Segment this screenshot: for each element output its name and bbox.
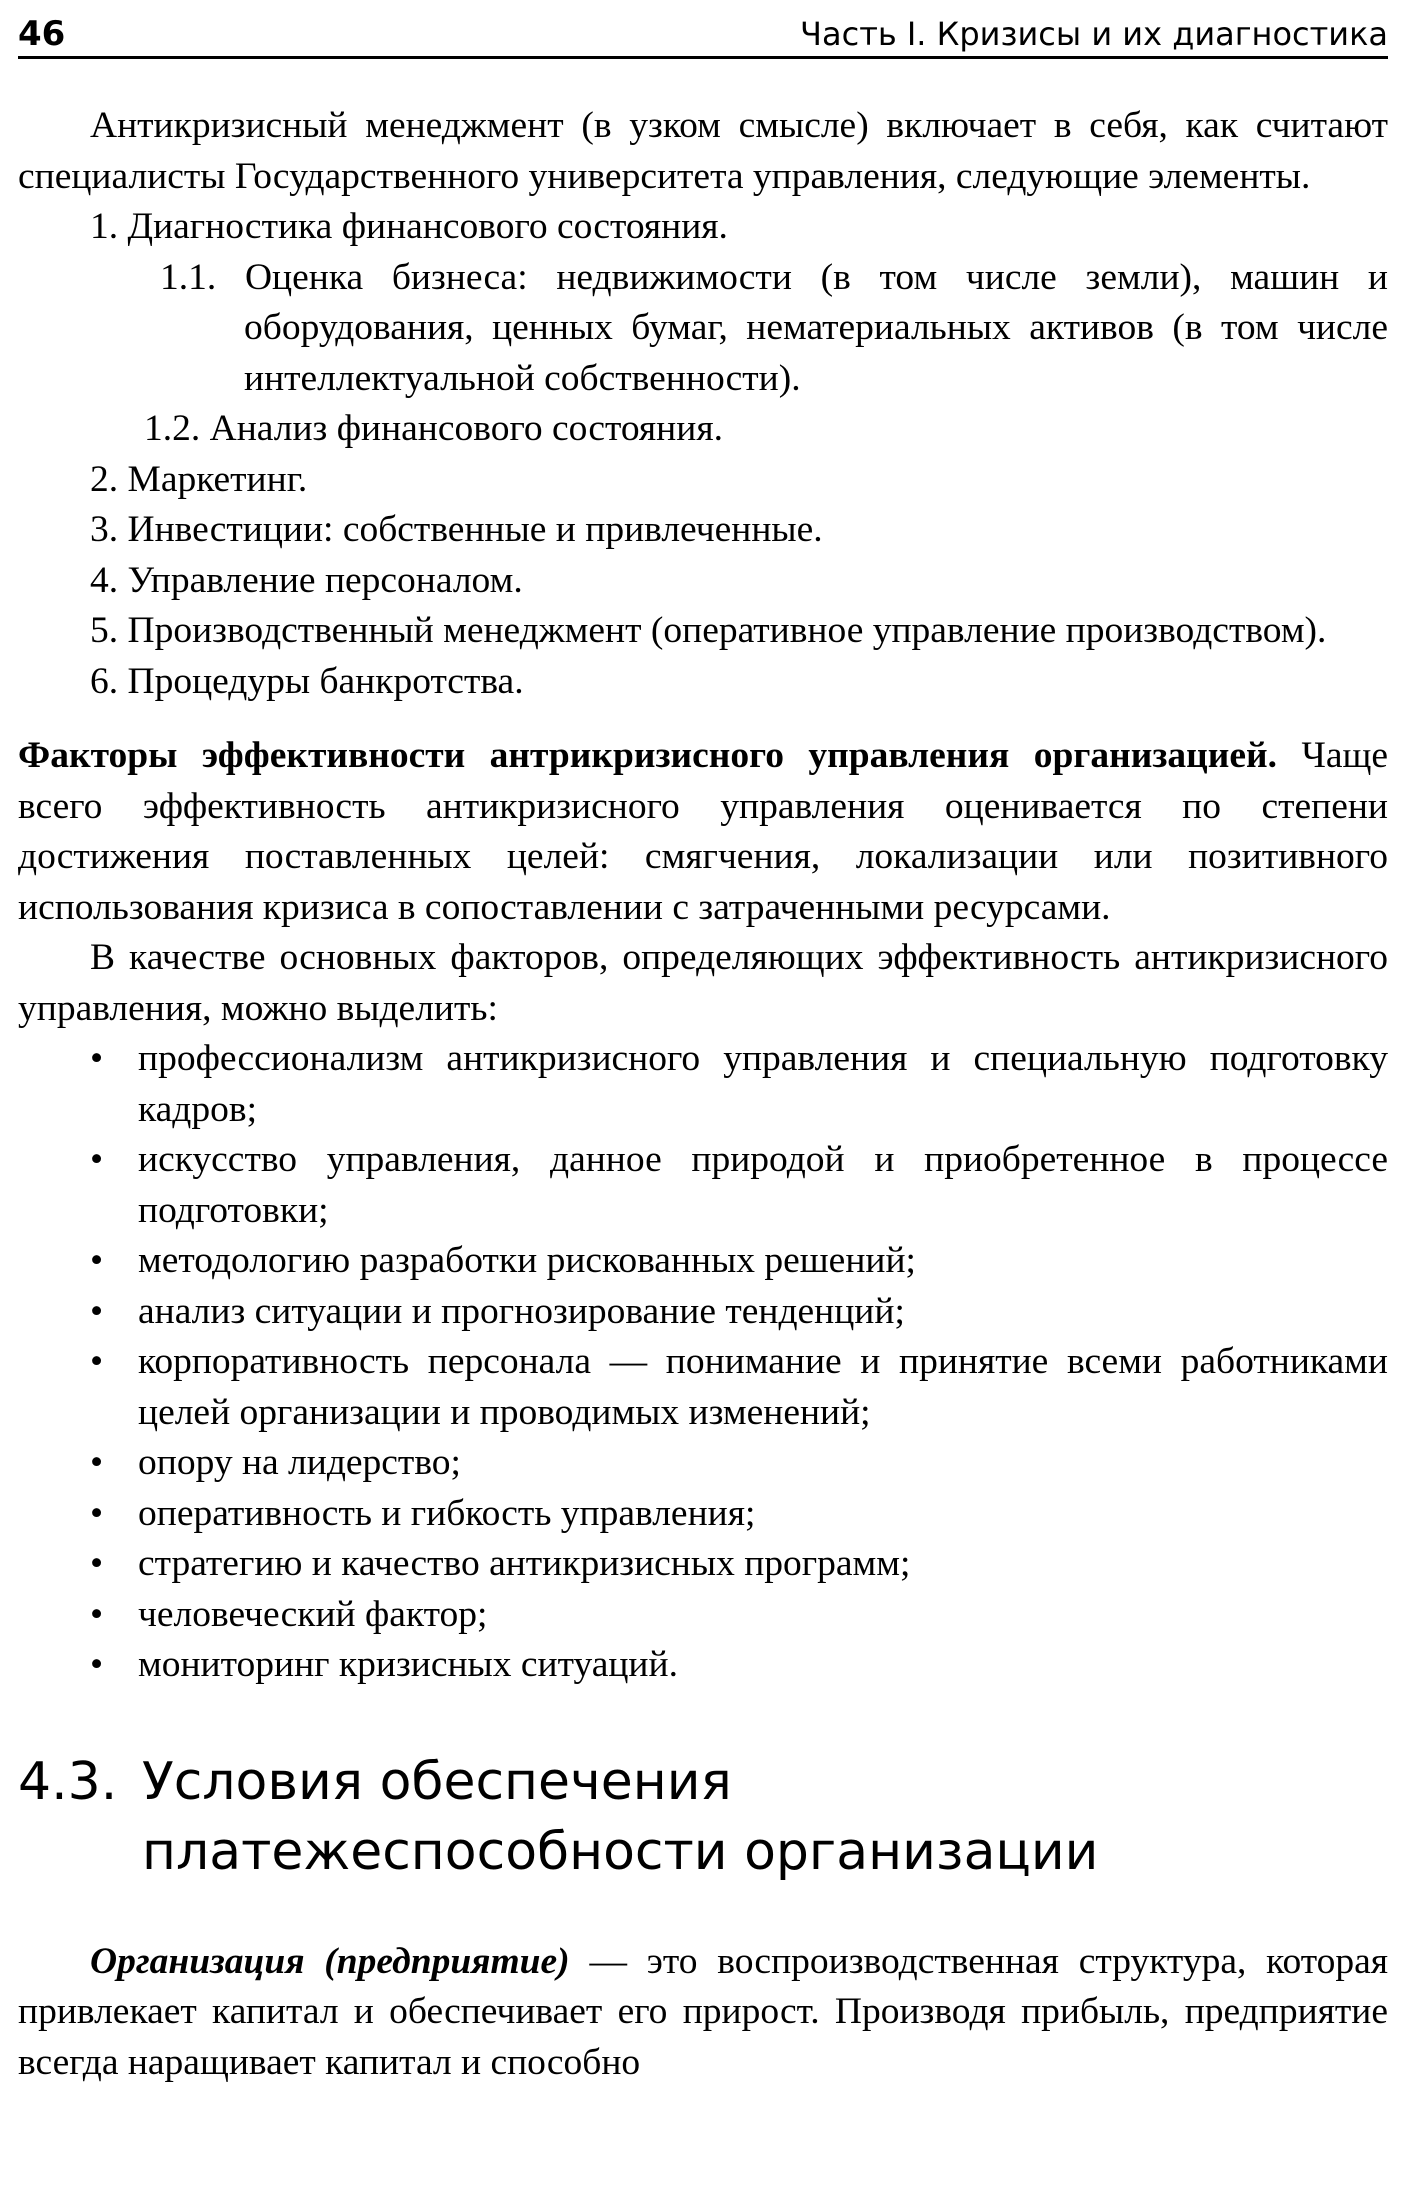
running-title: Часть I. Кризисы и их диагностика	[800, 15, 1388, 53]
running-head	[18, 6, 1388, 59]
section-number: 4.3.	[18, 1751, 118, 1812]
definition-term: Организация (предприятие)	[90, 1940, 570, 1982]
factors-text: Чаще всего эффективность антикризисного управления оценивается по степени достижения поставленных целей: смягчения, локализации или позитивного использования кризиса в сопоставлении с затраченными ресурсами.	[18, 735, 1388, 928]
factors-paragraph	[18, 731, 1388, 933]
section-title	[18, 1747, 1388, 1887]
list-item-1-2: 1.2. Анализ финансового состояния.	[144, 408, 723, 449]
section-title-line2: платежеспособности организации	[142, 1821, 1099, 1882]
list-item-2: 2. Маркетинг.	[90, 458, 308, 500]
list-item: • опору на лидерство;	[18, 1438, 1388, 1489]
list-item: • стратегию и качество антикризисных программ;	[18, 1539, 1388, 1590]
intro-paragraph: Антикризисный менеджмент (в узком смысле) включает в себя, как считают специалисты Государственного университета управления, следующие элементы.	[18, 105, 1388, 197]
list-item-1-1: 1.1. Оценка бизнеса: недвижимости (в том числе земли), машин и оборудования, ценных бумаг, нематериальных активов (в том числе интеллектуальной собственности).	[160, 256, 1388, 399]
list-item-5: 5. Производственный менеджмент (оперативное управление производством).	[90, 610, 1327, 651]
section-title-line1: Условия обеспечения	[142, 1751, 732, 1812]
list-item: • анализ ситуации и прогнозирование тенденций;	[18, 1287, 1388, 1338]
factors-lead: В качестве основных факторов, определяющих эффективность антикризисного управления, можно выделить:	[18, 937, 1388, 1029]
list-item-1: 1. Диагностика финансового состояния.	[90, 206, 728, 247]
factors-list	[18, 1034, 1388, 1691]
list-item-3: 3. Инвестиции: собственные и привлеченные.	[90, 509, 823, 550]
list-item: • искусство управления, данное природой и приобретенное в процессе подготовки;	[18, 1135, 1388, 1236]
list-item: • мониторинг кризисных ситуаций.	[18, 1640, 1388, 1691]
list-item: • корпоративность персонала — понимание и принятие всеми работниками целей организации и проводимых изменений;	[18, 1337, 1388, 1438]
factors-heading: Факторы эффективности антрикризисного управления организацией.	[18, 735, 1278, 776]
list-item-4: 4. Управление персоналом.	[90, 559, 523, 601]
definition-text: — это воспроизводственная структура, которая привлекает капитал и обеспечивает его прирост. Производя прибыль, предприятие всегда наращивает капитал и способно	[18, 1940, 1388, 2083]
definition-paragraph	[18, 1937, 1388, 2089]
page-number: 46	[18, 14, 66, 54]
list-item-6: 6. Процедуры банкротства.	[90, 660, 524, 702]
list-item: • оперативность и гибкость управления;	[18, 1489, 1388, 1540]
list-item: • профессионализм антикризисного управления и специальную подготовку кадров;	[18, 1034, 1388, 1135]
list-item: • методологию разработки рискованных решений;	[18, 1236, 1388, 1287]
list-item: • человеческий фактор;	[18, 1590, 1388, 1641]
